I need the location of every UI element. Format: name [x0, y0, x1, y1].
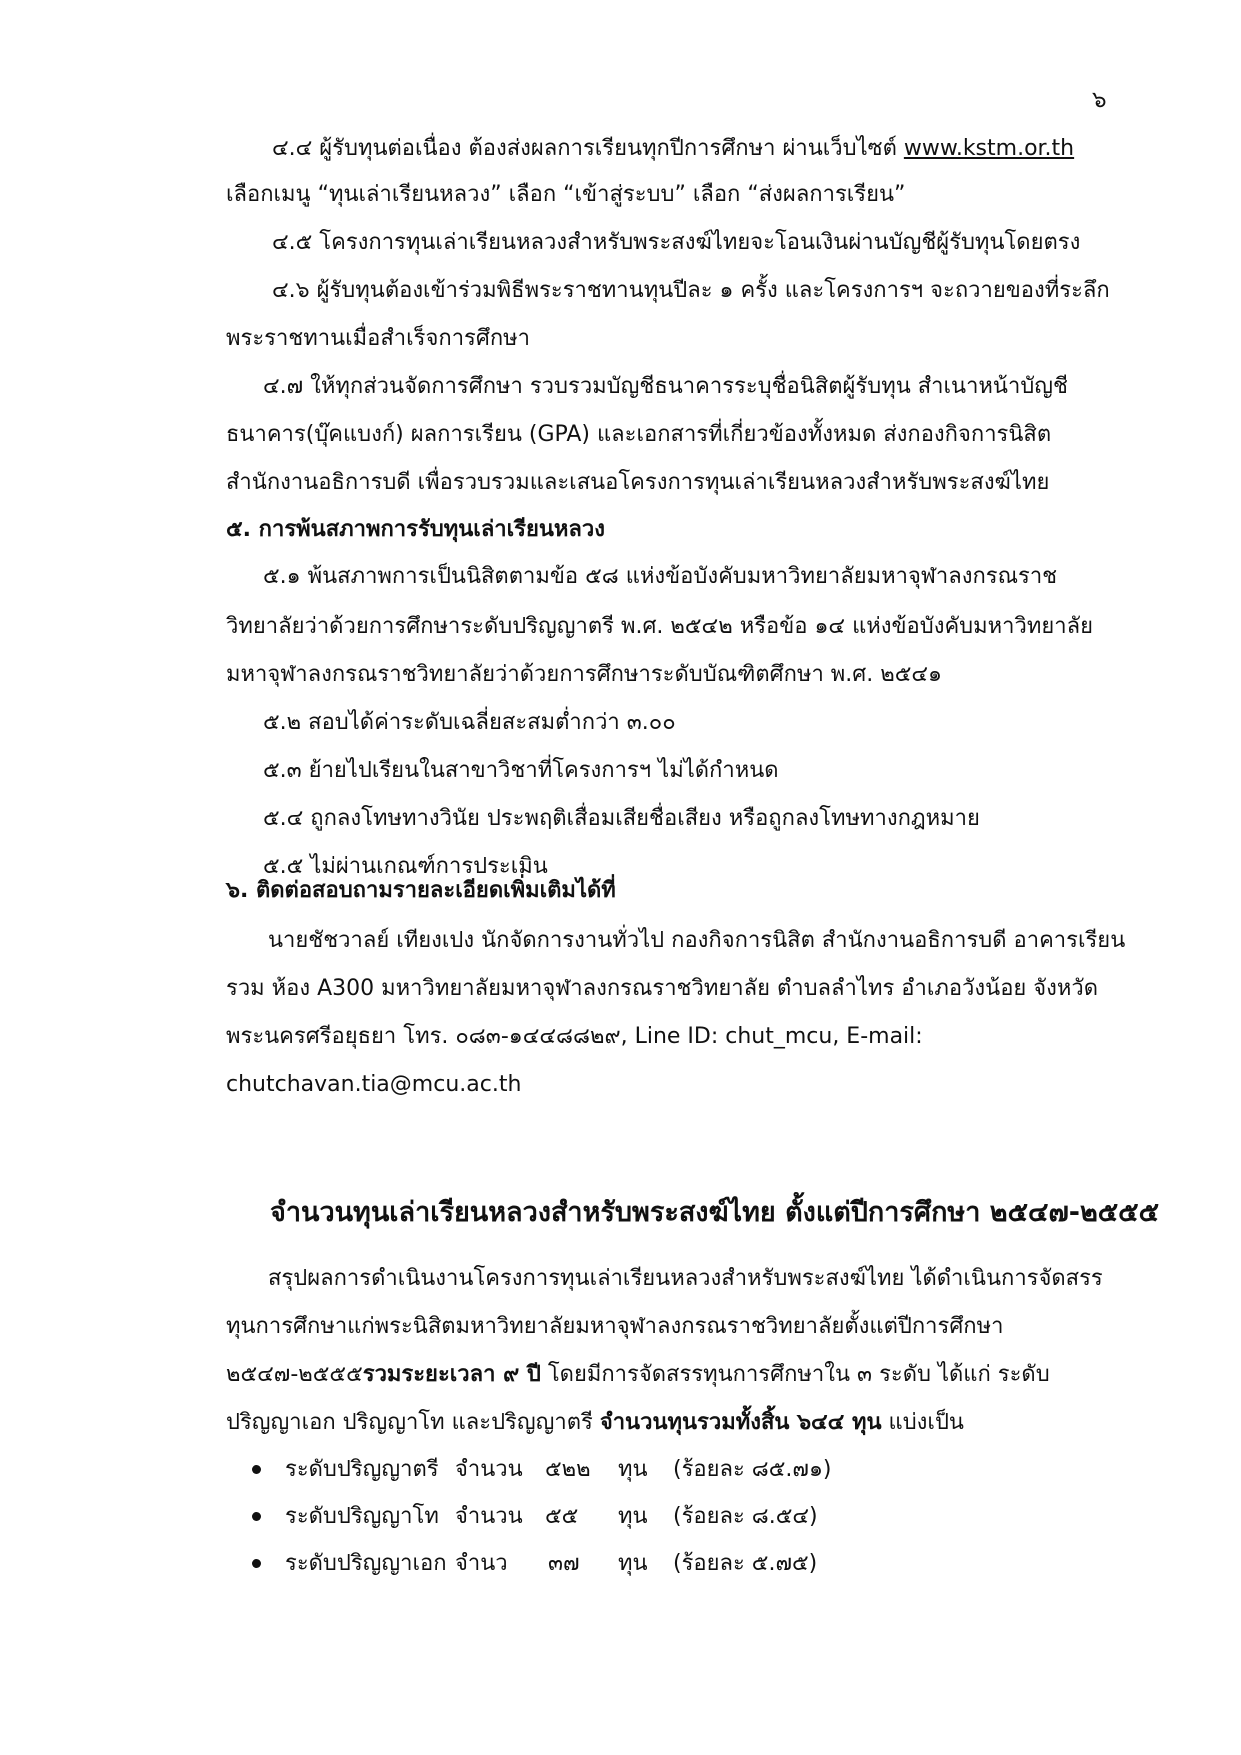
row-level: ระดับปริญญาโท [285, 1504, 439, 1529]
item-4-4 [272, 134, 1074, 164]
row-unit: ทุน [618, 1457, 648, 1482]
bullet-icon [252, 1465, 261, 1474]
row-level: ระดับปริญญาเอก [285, 1551, 447, 1576]
row-count: ๕๒๒ [545, 1457, 591, 1482]
contact-line2: รวม ห้อง A300 มหาวิทยาลัยมหาจุฬาลงกรณราชวิทยาลัย ตำบลลำไทร อำเภอวังน้อย จังหวัด [226, 976, 1099, 1001]
item-4-5: ๔.๕ โครงการทุนเล่าเรียนหลวงสำหรับพระสงฆ์ไทยจะโอนเงินผ่านบัญชีผู้รับทุนโดยตรง [272, 230, 1081, 255]
item-5-5: ๕.๕ ไม่ผ่านเกณฑ์การประเมิน [263, 854, 548, 879]
summary-levels: ปริญญาเอก ปริญญาโท และปริญญาตรี [226, 1410, 600, 1435]
row-level: ระดับปริญญาตรี [285, 1457, 439, 1482]
row-percent: (ร้อยละ ๕.๗๕) [673, 1551, 818, 1576]
row-label: จำนว [455, 1551, 508, 1576]
item-4-7-line2: ธนาคาร(บุ๊คแบงก์) ผลการเรียน (GPA) และเอกสารที่เกี่ยวข้องทั้งหมด ส่งกองกิจการนิสิต [226, 422, 1052, 447]
section-5-heading: ๕. การพ้นสภาพการรับทุนเล่าเรียนหลวง [226, 517, 605, 542]
row-count: ๓๗ [548, 1551, 580, 1576]
contact-line1: นายชัชวาลย์ เทียงเปง นักจัดการงานทั่วไป กองกิจการนิสิต สำนักงานอธิการบดี อาคารเรียน [268, 928, 1126, 953]
item-5-1-line2: วิทยาลัยว่าด้วยการศึกษาระดับปริญญาตรี พ.ศ. ๒๕๔๒ หรือข้อ ๑๔ แห่งข้อบังคับมหาวิทยาลัย [226, 614, 1093, 639]
summary-duration: รวมระยะเวลา ๙ ปี [362, 1362, 541, 1387]
contact-email: chutchavan.tia@mcu.ac.th [226, 1072, 522, 1097]
row-unit: ทุน [618, 1504, 648, 1529]
bullet-icon [252, 1559, 261, 1568]
item-4-7-line1: ๔.๗ ให้ทุกส่วนจัดการศึกษา รวบรวมบัญชีธนาคารระบุชื่อนิสิตผู้รับทุน สำเนาหน้าบัญชี [263, 374, 1068, 399]
row-percent: (ร้อยละ ๘๕.๗๑) [673, 1457, 832, 1482]
contact-line3: พระนครศรีอยุธยา โทร. ๐๘๓-๑๔๔๘๘๒๙, Line ID: chut_mcu, E-mail: [226, 1024, 923, 1049]
row-unit: ทุน [618, 1551, 648, 1576]
summary-line3-rest: โดยมีการจัดสรรทุนการศึกษาใน ๓ ระดับ ได้แก่ ระดับ [540, 1362, 1050, 1387]
summary-line1: สรุปผลการดำเนินงานโครงการทุนเล่าเรียนหลวงสำหรับพระสงฆ์ไทย ได้ดำเนินการจัดสรร [268, 1266, 1103, 1291]
item-5-1-line1: ๕.๑ พ้นสภาพการเป็นนิสิตตามข้อ ๕๘ แห่งข้อบังคับมหาวิทยาลัยมหาจุฬาลงกรณราช [263, 564, 1058, 589]
item-4-4-text: ๔.๔ ผู้รับทุนต่อเนื่อง ต้องส่งผลการเรียนทุกปีการศึกษา ผ่านเว็บไซต์ [272, 136, 904, 161]
kstm-link[interactable]: www.kstm.or.th [903, 136, 1075, 161]
summary-total: จำนวนทุนรวมทั้งสิ้น ๖๔๔ ทุน [599, 1410, 882, 1435]
item-4-6-line1: ๔.๖ ผู้รับทุนต้องเข้าร่วมพิธีพระราชทานทุนปีละ ๑ ครั้ง และโครงการฯ จะถวายของที่ระลึก [272, 278, 1110, 303]
item-4-4-line2: เลือกเมนู “ทุนเล่าเรียนหลวง” เลือก “เข้าสู่ระบบ” เลือก “ส่งผลการเรียน” [226, 182, 906, 207]
item-5-3: ๕.๓ ย้ายไปเรียนในสาขาวิชาที่โครงการฯ ไม่ได้กำหนด [263, 758, 779, 783]
row-percent: (ร้อยละ ๘.๕๔) [673, 1504, 818, 1529]
item-5-2: ๕.๒ สอบได้ค่าระดับเฉลี่ยสะสมต่ำกว่า ๓.๐๐ [263, 710, 676, 735]
summary-title: จำนวนทุนเล่าเรียนหลวงสำหรับพระสงฆ์ไทย ตั้งแต่ปีการศึกษา ๒๕๔๗-๒๕๕๕ [270, 1197, 1160, 1228]
summary-line4-rest: แบ่งเป็น [881, 1410, 964, 1435]
summary-line3 [226, 1360, 1050, 1390]
row-label: จำนวน [455, 1457, 523, 1482]
bullet-icon [252, 1512, 261, 1521]
item-4-7-line3: สำนักงานอธิการบดี เพื่อรวบรวมและเสนอโครงการทุนเล่าเรียนหลวงสำหรับพระสงฆ์ไทย [226, 470, 1050, 495]
section-6-heading: ๖. ติดต่อสอบถามรายละเอียดเพิ่มเติมได้ที่ [226, 878, 616, 903]
page-number: ๖ [1092, 87, 1107, 113]
item-4-6-line2: พระราชทานเมื่อสำเร็จการศึกษา [226, 326, 531, 351]
summary-years: ๒๕๔๗-๒๕๕๕ [226, 1362, 363, 1387]
row-count: ๕๕ [545, 1504, 579, 1529]
summary-line4 [226, 1408, 964, 1438]
item-5-1-line3: มหาจุฬาลงกรณราชวิทยาลัยว่าด้วยการศึกษาระดับบัณฑิตศึกษา พ.ศ. ๒๕๔๑ [226, 662, 943, 687]
summary-line2: ทุนการศึกษาแก่พระนิสิตมหาวิทยาลัยมหาจุฬาลงกรณราชวิทยาลัยตั้งแต่ปีการศึกษา [226, 1314, 1004, 1339]
item-5-4: ๕.๔ ถูกลงโทษทางวินัย ประพฤติเสื่อมเสียชื่อเสียง หรือถูกลงโทษทางกฎหมาย [263, 806, 980, 831]
row-label: จำนวน [455, 1504, 523, 1529]
